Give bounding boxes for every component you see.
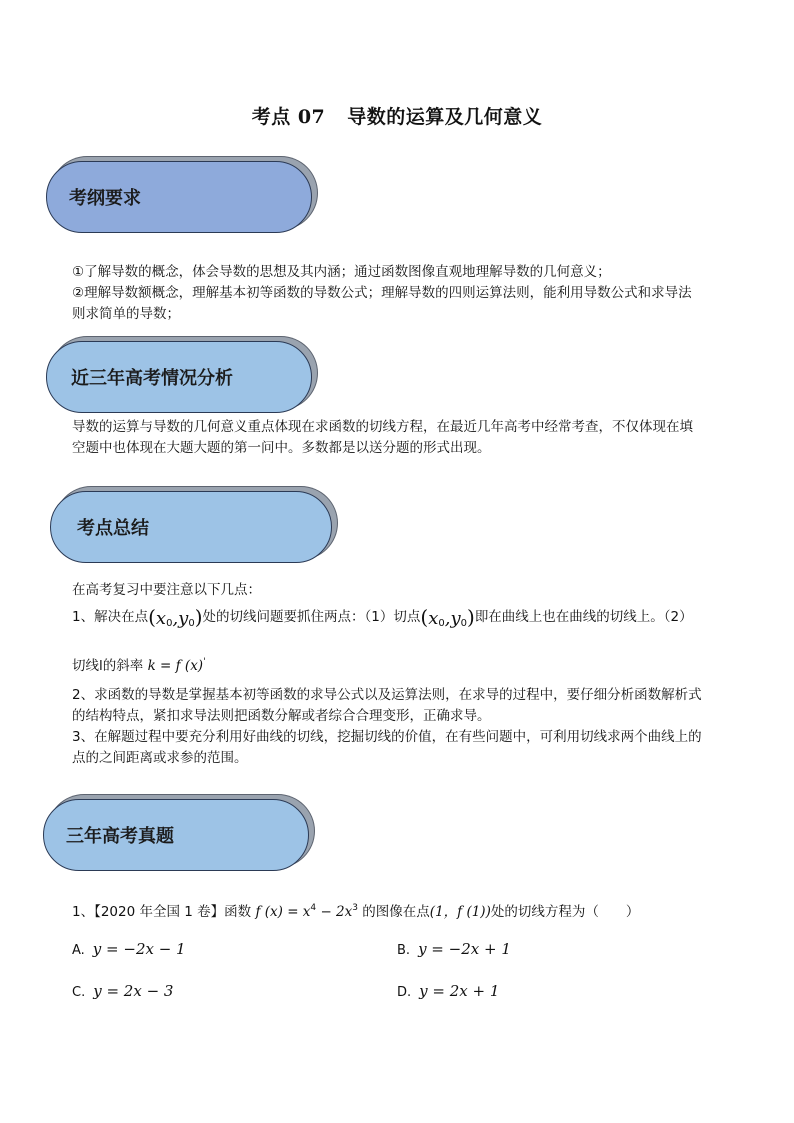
text-line: 的结构特点，紧扣求导法则把函数分解或者综合合理变形，正确求导。 [72, 708, 491, 724]
question-source: 【2020 年全国 1 卷】 [94, 904, 225, 920]
choice-d[interactable]: D. y = 2x + 1 [397, 982, 500, 1000]
summary-point-1-slope: 切线l的斜率 k = f (x)' [72, 657, 206, 674]
section-heading-analysis [46, 341, 312, 413]
text-line: 则求简单的导数； [72, 306, 180, 322]
summary-point-2 [72, 685, 732, 727]
choice-c[interactable]: C. y = 2x − 3 [72, 982, 174, 1000]
section-heading-summary [50, 491, 332, 563]
summary-intro: 在高考复习中要注意以下几点： [72, 582, 261, 598]
section-heading-past-exams [43, 799, 309, 871]
syllabus-text [72, 262, 732, 325]
section-heading-label: 考点总结 [77, 518, 149, 539]
function-expr: f (x) = x [255, 904, 311, 920]
title-code: 考点 07 [251, 106, 326, 128]
choice-b[interactable]: B. y = −2x + 1 [397, 940, 511, 958]
section-heading-label: 考纲要求 [69, 188, 141, 209]
choice-a[interactable]: A. y = −2x − 1 [72, 940, 186, 958]
text-line: 导数的运算与导数的几何意义重点体现在求函数的切线方程，在最近几年高考中经常考查，不仅体现在填 [72, 419, 693, 435]
summary-point-1: 1、解决在点$(x_0,y_0)$处的切线问题要抓住两点：（1）切点$(x_0,y_0)$即在曲线上也在曲线的切线上。（2） [72, 605, 693, 629]
text-line: 空题中也体现在大题大题的第一问中。多数都是以送分题的形式出现。 [72, 440, 491, 456]
text-line: 点的之间距离或求参的范围。 [72, 750, 248, 766]
summary-point-3 [72, 727, 732, 769]
slope-formula: k = f (x) [147, 658, 204, 674]
section-heading-label: 三年高考真题 [66, 826, 174, 847]
text-line: 3、在解题过程中要充分利用好曲线的切线，挖掘切线的价值，在有些问题中，可利用切线求两个曲线上的 [72, 729, 702, 745]
question-1: 1、【2020 年全国 1 卷】函数 f $(x) = x^4 - 2x^3$ 的图像在点(1，f (1))处的切线方程为（ ） [72, 903, 640, 920]
text-line: 2、求函数的导数是掌握基本初等函数的求导公式以及运算法则，在求导的过程中，要仔细分析函数解析式 [72, 687, 702, 703]
title-text: 导数的运算及几何意义 [347, 106, 543, 128]
page-title [0, 102, 794, 129]
analysis-text [72, 417, 732, 459]
section-heading-syllabus [46, 161, 312, 233]
text-line: ②理解导数额概念，理解基本初等函数的导数公式；理解导数的四则运算法则，能利用导数公式和求导法 [72, 285, 692, 301]
section-heading-label: 近三年高考情况分析 [71, 368, 233, 389]
text-line: ①了解导数的概念，体会导数的思想及其内涵；通过函数图像直观地理解导数的几何意义； [72, 264, 611, 280]
